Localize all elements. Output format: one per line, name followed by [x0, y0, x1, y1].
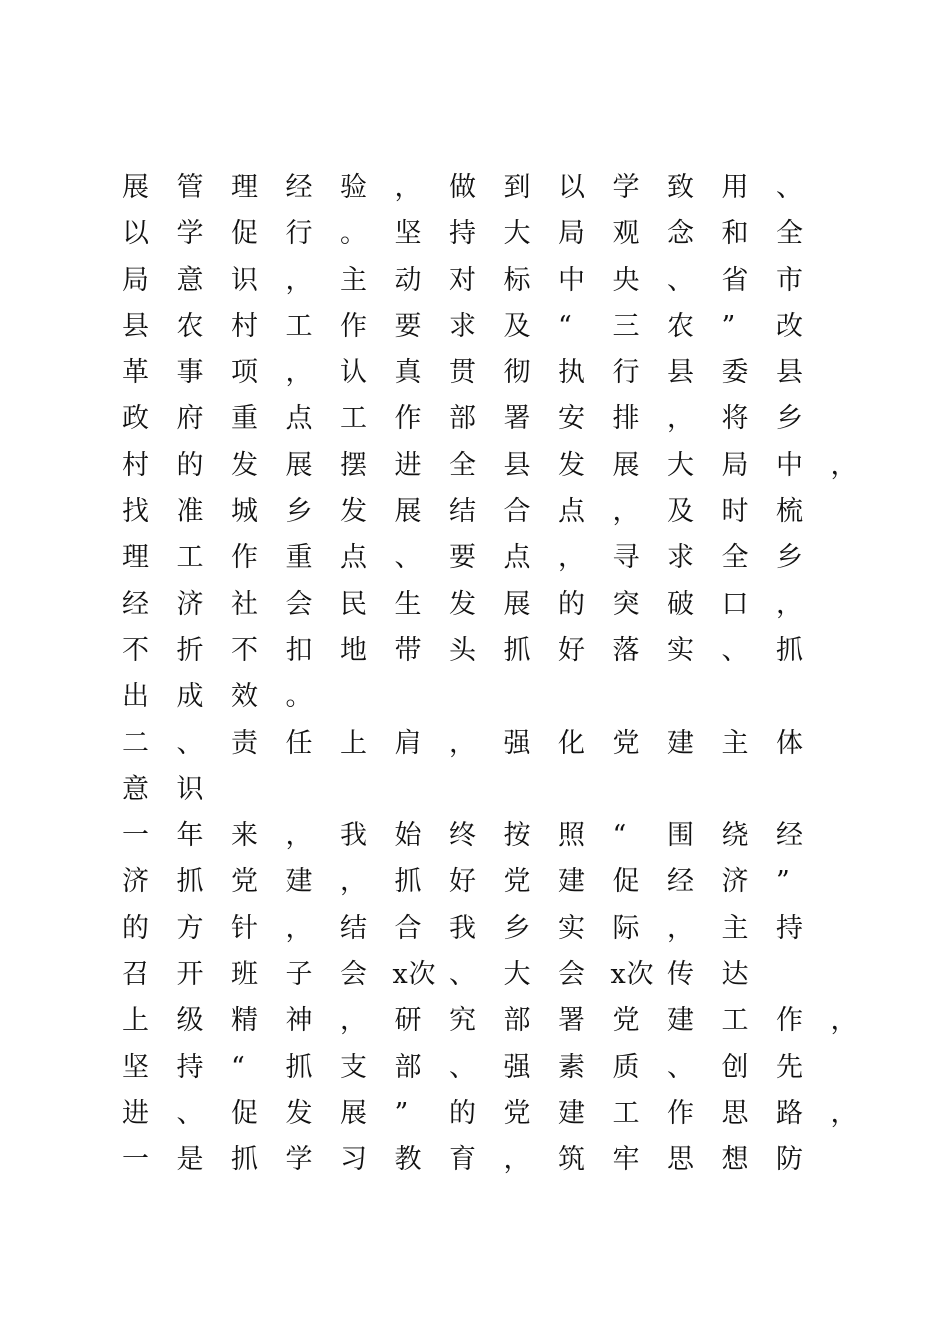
text-char: 真: [394, 357, 422, 389]
text-char: 政: [122, 403, 149, 435]
text-char: 标: [503, 264, 531, 296]
text-char: 实: [667, 634, 694, 666]
text-char: ，: [285, 820, 313, 852]
text-line: [122, 1092, 858, 1138]
text-char: 想: [721, 1144, 749, 1176]
text-char: ，: [830, 1097, 858, 1129]
text-char: 学: [176, 218, 204, 250]
text-char: 县: [503, 449, 531, 481]
text-line: [122, 351, 842, 397]
text-char: 针: [231, 912, 258, 944]
text-char: 展: [612, 449, 640, 481]
text-char: 重: [285, 542, 313, 574]
text-char: 绕: [721, 820, 749, 852]
text-char: 安: [558, 403, 585, 435]
text-char: 抓: [776, 634, 803, 666]
text-char: 的: [558, 588, 585, 620]
text-char: 持: [176, 1051, 204, 1083]
text-char: 展: [503, 588, 531, 620]
text-char: 中: [558, 264, 585, 296]
text-char: 地: [340, 634, 367, 666]
text-char: 结: [340, 912, 367, 944]
text-char: 以: [122, 218, 149, 250]
text-char: 要: [449, 542, 476, 574]
text-char: 班: [231, 959, 258, 991]
text-char: 发: [285, 1097, 313, 1129]
text-char: 部: [449, 403, 476, 435]
text-char: 发: [558, 449, 585, 481]
text-char: 思: [721, 1097, 749, 1129]
text-char: x: [610, 959, 626, 991]
text-char: 精: [231, 1005, 258, 1037]
text-char: 作: [340, 310, 367, 342]
text-char: 寻: [612, 542, 640, 574]
text-char: 党: [231, 866, 258, 898]
text-char: 牢: [612, 1144, 640, 1176]
text-char: 点: [285, 403, 313, 435]
text-char: 做: [449, 172, 476, 203]
text-char: 一: [122, 820, 149, 852]
text-char: 展: [340, 1097, 367, 1129]
text-char: 工: [285, 310, 313, 342]
text-char: 行: [285, 218, 313, 250]
text-char: 发: [340, 496, 367, 528]
text-char: 终: [449, 820, 476, 852]
text-char: 会: [340, 959, 367, 991]
text-char: 要: [394, 310, 422, 342]
text-char: 促: [231, 218, 258, 250]
text-char: ，: [667, 403, 694, 435]
text-char: 署: [558, 1005, 585, 1037]
text-char: 照: [558, 820, 585, 852]
text-char: 准: [176, 496, 204, 528]
text-char: x: [392, 959, 408, 991]
text-char: 及: [667, 496, 694, 528]
text-char: 合: [503, 496, 531, 528]
text-char: 头: [449, 634, 476, 666]
text-char: 展: [394, 496, 422, 528]
text-char: ，: [503, 1144, 531, 1176]
text-char: 、: [394, 542, 422, 574]
text-char: 开: [176, 959, 204, 991]
text-char: 、: [667, 264, 694, 296]
text-line: [122, 166, 842, 212]
text-char: 促: [612, 866, 640, 898]
text-char: 、: [667, 1051, 694, 1083]
text-char: 点: [503, 542, 531, 574]
text-char: 主: [340, 264, 367, 296]
text-char: 抓: [231, 1144, 258, 1176]
text-char: 级: [176, 1005, 204, 1037]
text-char: 上: [122, 1005, 149, 1037]
text-char: 点: [558, 496, 585, 528]
text-char: 强: [503, 727, 531, 759]
text-char: 致: [667, 172, 694, 203]
text-line: [122, 212, 842, 258]
text-char: 次: [626, 959, 654, 991]
text-char: 农: [176, 310, 204, 342]
text-char: 济: [122, 866, 149, 898]
text-char: 乡: [776, 542, 803, 574]
text-char: 念: [667, 218, 694, 250]
text-char: 发: [231, 449, 258, 481]
text-char: 年: [176, 820, 204, 852]
text-char: 县: [667, 357, 694, 389]
text-char: 教: [394, 1144, 422, 1176]
text-line: [122, 259, 842, 305]
text-char: 县: [122, 310, 149, 342]
text-char: 党: [612, 1005, 640, 1037]
text-char: 。: [285, 681, 313, 713]
text-char: 大: [667, 449, 694, 481]
text-line: [122, 444, 858, 490]
text-char: 意: [122, 773, 149, 805]
text-char: 传: [667, 959, 694, 991]
text-char: 抓: [176, 866, 204, 898]
text-char: 经: [776, 820, 803, 852]
text-char: 济: [176, 588, 204, 620]
text-char: 任: [285, 727, 313, 759]
text-char: 党: [612, 727, 640, 759]
text-char: 工: [176, 542, 204, 574]
text-char: 素: [558, 1051, 585, 1083]
text-char: 来: [231, 820, 258, 852]
text-char: 社: [231, 588, 258, 620]
text-char: 、: [176, 727, 204, 759]
text-char: 召: [122, 959, 149, 991]
text-char: 中: [776, 449, 803, 481]
text-line: [122, 397, 842, 443]
text-char: 府: [176, 403, 204, 435]
text-char: 城: [231, 496, 258, 528]
text-char: ，: [394, 172, 422, 203]
text-char: 、: [176, 1097, 204, 1129]
text-char: 研: [394, 1005, 422, 1037]
text-char: 效: [231, 681, 258, 713]
text-char: 扣: [285, 634, 313, 666]
text-char: 神: [285, 1005, 313, 1037]
text-char: 市: [776, 264, 803, 296]
text-char: 抓: [285, 1051, 313, 1083]
text-line: [122, 953, 842, 999]
text-char: 折: [176, 634, 204, 666]
text-char: 学: [612, 172, 640, 203]
text-char: 育: [449, 1144, 476, 1176]
text-char: 将: [721, 403, 749, 435]
text-char: 经: [667, 866, 694, 898]
text-char: 建: [667, 727, 694, 759]
text-char: 找: [122, 496, 149, 528]
text-char: 强: [503, 1051, 531, 1083]
text-char: 口: [721, 588, 749, 620]
text-char: ”: [776, 866, 790, 898]
text-char: 防: [776, 1144, 803, 1176]
text-line: [122, 814, 842, 860]
text-char: 主: [721, 912, 749, 944]
text-char: 一: [122, 1144, 149, 1176]
text-char: 工: [612, 1097, 640, 1129]
text-char: 动: [394, 264, 422, 296]
text-char: 经: [122, 588, 149, 620]
text-char: 实: [558, 912, 585, 944]
text-char: ，: [285, 912, 313, 944]
text-char: 的: [176, 449, 204, 481]
text-char: 建: [285, 866, 313, 898]
text-char: 出: [122, 681, 149, 713]
text-char: 按: [503, 820, 531, 852]
text-char: 肩: [394, 727, 422, 759]
text-char: 建: [558, 1097, 585, 1129]
section-heading-line: [122, 722, 842, 768]
text-char: 展: [285, 449, 313, 481]
text-char: ，: [830, 449, 858, 481]
text-char: 子: [285, 959, 313, 991]
text-char: 展: [122, 172, 149, 203]
text-char: 以: [558, 172, 585, 203]
text-char: 结: [449, 496, 476, 528]
text-char: “: [558, 310, 572, 342]
text-char: 我: [340, 820, 367, 852]
text-char: 作: [776, 1005, 803, 1037]
text-char: 理: [231, 172, 258, 203]
text-char: 先: [776, 1051, 803, 1083]
text-char: 是: [176, 1144, 204, 1176]
text-char: 二: [122, 727, 149, 759]
text-char: ，: [667, 912, 694, 944]
text-char: 责: [231, 727, 258, 759]
text-char: 学: [285, 1144, 313, 1176]
text-char: 署: [503, 403, 531, 435]
text-char: 乡: [503, 912, 531, 944]
text-char: 用: [721, 172, 749, 203]
text-char: 意: [176, 264, 204, 296]
text-char: 点: [340, 542, 367, 574]
text-char: 生: [394, 588, 422, 620]
text-char: 全: [776, 218, 803, 250]
text-char: 部: [394, 1051, 422, 1083]
text-char: ，: [449, 727, 476, 759]
text-char: ，: [776, 588, 803, 620]
text-char: 作: [667, 1097, 694, 1129]
text-char: 持: [449, 218, 476, 250]
text-char: 委: [721, 357, 749, 389]
text-char: 省: [721, 264, 749, 296]
text-char: 好: [558, 634, 585, 666]
text-char: 化: [558, 727, 585, 759]
text-char: ，: [340, 866, 367, 898]
text-char: 改: [776, 310, 803, 342]
text-line: [122, 999, 858, 1045]
text-char: 民: [340, 588, 367, 620]
text-char: 局: [122, 264, 149, 296]
text-char: 促: [231, 1097, 258, 1129]
text-char: 作: [394, 403, 422, 435]
text-line: [122, 907, 842, 953]
text-char: 贯: [449, 357, 476, 389]
text-char: 事: [176, 357, 204, 389]
text-char: 际: [612, 912, 640, 944]
text-char: 进: [394, 449, 422, 481]
text-char: 经: [285, 172, 313, 203]
text-line: [122, 1138, 842, 1184]
text-char: 思: [667, 1144, 694, 1176]
text-char: 重: [231, 403, 258, 435]
text-char: 究: [449, 1005, 476, 1037]
text-char: 始: [394, 820, 422, 852]
text-char: 乡: [285, 496, 313, 528]
text-char: 村: [122, 449, 149, 481]
text-char: ，: [558, 542, 585, 574]
text-char: 济: [721, 866, 749, 898]
text-char: 带: [394, 634, 422, 666]
text-char: 、: [449, 959, 476, 991]
text-line: [122, 490, 842, 536]
text-char: 、: [721, 634, 749, 666]
text-char: 会: [558, 959, 585, 991]
text-char: 农: [667, 310, 694, 342]
text-char: 对: [449, 264, 476, 296]
text-char: 局: [558, 218, 585, 250]
text-char: 全: [449, 449, 476, 481]
text-char: 达: [721, 959, 749, 991]
text-char: 的: [122, 912, 149, 944]
text-char: ”: [394, 1097, 409, 1129]
text-line: [122, 583, 842, 629]
text-char: 不: [122, 634, 149, 666]
text-char: 、: [776, 172, 803, 203]
text-char: 县: [776, 357, 803, 389]
text-char: 村: [231, 310, 258, 342]
text-char: 到: [503, 172, 531, 203]
text-char: 部: [503, 1005, 531, 1037]
text-char: ，: [612, 496, 640, 528]
text-char: ，: [285, 357, 313, 389]
text-char: 次: [408, 959, 436, 991]
text-char: 大: [503, 959, 531, 991]
text-char: 筑: [558, 1144, 585, 1176]
text-char: “: [231, 1051, 245, 1083]
text-line: [122, 536, 842, 582]
text-char: 验: [340, 172, 367, 203]
text-line: [122, 305, 842, 351]
text-char: 抓: [503, 634, 531, 666]
text-char: 行: [612, 357, 640, 389]
text-char: 项: [231, 357, 258, 389]
text-char: 围: [667, 820, 694, 852]
text-char: 摆: [340, 449, 367, 481]
text-char: 和: [721, 218, 749, 250]
text-char: “: [612, 820, 627, 852]
text-char: 管: [176, 172, 204, 203]
text-char: 方: [176, 912, 204, 944]
text-char: 路: [776, 1097, 803, 1129]
text-char: 主: [721, 727, 749, 759]
text-char: 、: [449, 1051, 476, 1083]
text-char: 体: [776, 727, 803, 759]
text-char: 识: [176, 773, 204, 805]
text-char: 持: [776, 912, 803, 944]
text-char: 成: [176, 681, 204, 713]
text-char: 理: [122, 542, 149, 574]
text-char: 大: [503, 218, 531, 250]
text-char: 坚: [122, 1051, 149, 1083]
text-char: 央: [612, 264, 640, 296]
text-char: 我: [449, 912, 476, 944]
text-line: [122, 675, 842, 721]
text-char: 执: [558, 357, 585, 389]
text-char: 不: [231, 634, 258, 666]
body-text: [122, 166, 858, 1185]
text-char: 突: [612, 588, 640, 620]
text-char: 进: [122, 1097, 149, 1129]
text-char: 会: [285, 588, 313, 620]
text-char: 发: [449, 588, 476, 620]
text-char: 全: [721, 542, 749, 574]
text-char: 工: [721, 1005, 749, 1037]
text-char: 创: [721, 1051, 749, 1083]
text-char: 建: [558, 866, 585, 898]
text-char: 梳: [776, 496, 803, 528]
text-char: 坚: [394, 218, 422, 250]
text-line: [122, 629, 842, 675]
text-char: ，: [340, 1005, 367, 1037]
text-char: 习: [340, 1144, 367, 1176]
text-line: [122, 1046, 842, 1092]
text-char: 落: [612, 634, 640, 666]
text-char: 上: [340, 727, 367, 759]
text-char: 好: [449, 866, 476, 898]
text-char: 局: [721, 449, 749, 481]
text-char: 党: [503, 866, 531, 898]
text-char: 三: [612, 310, 640, 342]
text-char: 乡: [776, 403, 803, 435]
text-char: 的: [449, 1097, 476, 1129]
text-char: 质: [612, 1051, 640, 1083]
section-heading-line: [122, 768, 842, 814]
text-char: 认: [340, 357, 367, 389]
text-char: 识: [231, 264, 258, 296]
text-char: 排: [612, 403, 640, 435]
text-line: [122, 860, 842, 906]
text-char: 时: [721, 496, 749, 528]
text-char: ”: [721, 310, 736, 342]
text-char: 建: [667, 1005, 694, 1037]
text-char: 破: [667, 588, 694, 620]
text-char: 及: [503, 310, 531, 342]
text-char: ，: [285, 264, 313, 296]
text-char: ，: [830, 1005, 858, 1037]
text-char: 作: [231, 542, 258, 574]
text-char: 求: [667, 542, 694, 574]
text-char: 合: [394, 912, 422, 944]
text-char: 彻: [503, 357, 531, 389]
text-char: 。: [340, 218, 367, 250]
text-char: 观: [612, 218, 640, 250]
text-char: 支: [340, 1051, 367, 1083]
text-char: 党: [503, 1097, 531, 1129]
text-char: 抓: [394, 866, 422, 898]
text-char: 革: [122, 357, 149, 389]
text-char: 工: [340, 403, 367, 435]
text-char: 求: [449, 310, 476, 342]
